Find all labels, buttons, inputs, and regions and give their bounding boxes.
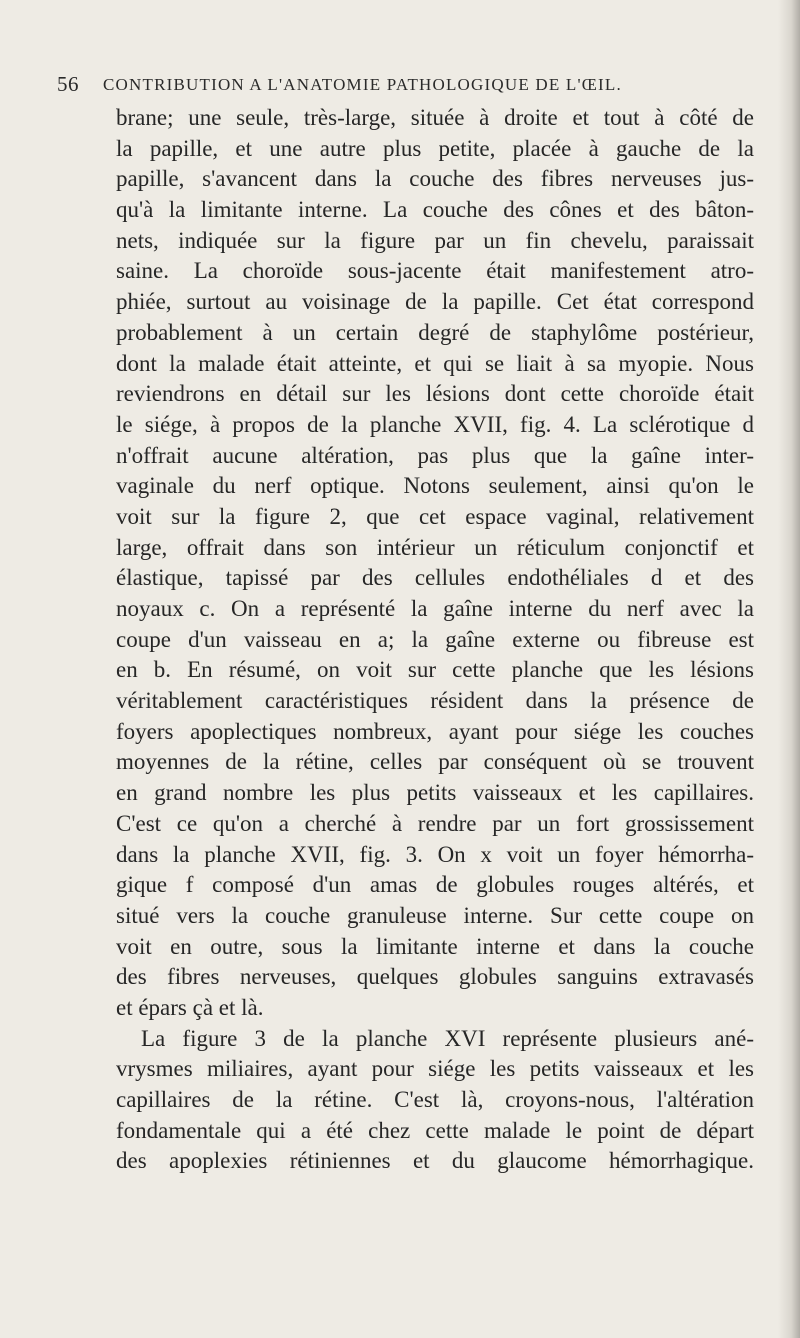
text-line: saine. La choroïde sous-jacente était manifestement atro-	[116, 258, 754, 284]
text-line: gique f composé d'un amas de globules rouges altérés, et	[116, 872, 754, 898]
text-line: voit en outre, sous la limitante interne et dans la couche	[116, 933, 754, 959]
page-number: 56	[57, 72, 79, 96]
text-line: en grand nombre les plus petits vaisseaux et les capillaires.	[116, 780, 754, 806]
text-line: probablement à un certain degré de staphylôme postérieur,	[116, 319, 754, 345]
text-line: noyaux c. On a représenté la gaîne interne du nerf avec la	[116, 596, 754, 621]
paragraph-2	[116, 1024, 754, 1177]
text-line: coupe d'un vaisseau en a; la gaîne externe ou fibreuse est	[116, 626, 754, 652]
text-line: dont la malade était atteinte, et qui se liait à sa myopie. Nous	[116, 350, 754, 376]
text-line: foyers apoplectiques nombreux, ayant pour siége les couches	[116, 718, 754, 744]
text-line: en b. En résumé, on voit sur cette planche que les lésions	[116, 657, 754, 683]
paragraph-1	[116, 103, 754, 1024]
text-line: papille, s'avancent dans la couche des fibres nerveuses jus-	[116, 166, 754, 192]
text-line: qu'à la limitante interne. La couche des cônes et des bâton-	[116, 197, 754, 223]
text-line: vaginale du nerf optique. Notons seulement, ainsi qu'on le	[116, 473, 754, 499]
text-line: vrysmes miliaires, ayant pour siége les petits vaisseaux et les	[116, 1056, 754, 1082]
text-line: fondamentale qui a été chez cette malade le point de départ	[116, 1117, 754, 1143]
text-line: voit sur la figure 2, que cet espace vaginal, relativement	[116, 503, 754, 529]
text-line: C'est ce qu'on a cherché à rendre par un fort grossissement	[116, 810, 754, 836]
text-line: capillaires de la rétine. C'est là, croyons-nous, l'altération	[116, 1087, 754, 1112]
text-line: nets, indiquée sur la figure par un fin chevelu, paraissait	[116, 227, 754, 253]
text-line: le siége, à propos de la planche XVII, fig. 4. La sclérotique d	[116, 411, 754, 437]
text-line: la papille, et une autre plus petite, placée à gauche de la	[116, 135, 754, 161]
text-line: reviendrons en détail sur les lésions dont cette choroïde était	[116, 381, 754, 407]
text-line: élastique, tapissé par des cellules endothéliales d et des	[116, 565, 754, 591]
text-line: des fibres nerveuses, quelques globules sanguins extravasés	[116, 964, 754, 990]
text-line: des apoplexies rétiniennes et du glaucome hémorrhagique.	[116, 1148, 754, 1174]
page-edge-shadow	[778, 0, 800, 1338]
text-line: et épars çà et là.	[116, 994, 264, 1020]
text-line: véritablement caractéristiques résident dans la présence de	[116, 688, 754, 714]
text-line: phiée, surtout au voisinage de la papille. Cet état correspond	[116, 289, 754, 315]
running-header	[57, 72, 757, 102]
text-line: dans la planche XVII, fig. 3. On x voit un foyer hémorrha-	[116, 841, 754, 867]
text-line: n'offrait aucune altération, pas plus que la gaîne inter-	[116, 442, 754, 468]
body-text	[116, 103, 754, 1177]
text-line: moyennes de la rétine, celles par conséquent où se trouvent	[116, 749, 754, 775]
text-line: situé vers la couche granuleuse interne. Sur cette coupe on	[116, 902, 754, 928]
running-title: CONTRIBUTION A L'ANATOMIE PATHOLOGIQUE DE L'ŒIL.	[103, 75, 622, 94]
text-line: large, offrait dans son intérieur un réticulum conjonctif et	[116, 534, 754, 560]
text-line: brane; une seule, très-large, située à droite et tout à côté de	[116, 105, 754, 130]
text-line: La figure 3 de la planche XVI représente plusieurs ané-	[141, 1025, 754, 1051]
